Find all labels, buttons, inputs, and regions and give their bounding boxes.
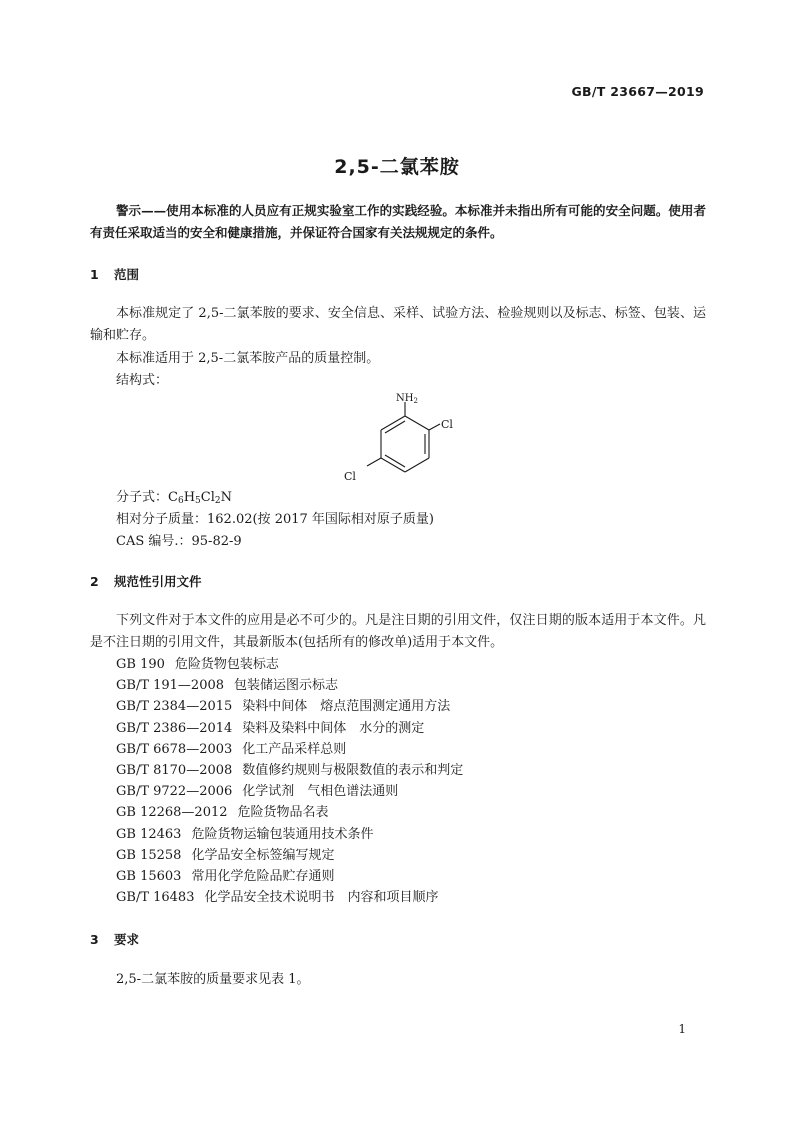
reference-title: 危险货物运输包装通用技术条件 — [191, 826, 374, 842]
section-title: 规范性引用文件 — [114, 574, 202, 589]
formula-value: $C_6H_5Cl_2N$ — [168, 490, 232, 506]
reference-title: 化工产品采样总则 — [242, 741, 347, 757]
reference-item — [116, 718, 463, 739]
section-number: 2 — [90, 574, 99, 589]
chlorine-bond-bottom — [367, 458, 381, 466]
reference-code: GB 12463 — [116, 826, 182, 842]
molecular-mass: 相对分子质量：162.02(按 2017 年国际相对原子质量) — [116, 512, 434, 527]
section-heading-references — [90, 572, 202, 590]
standard-code: GB/T 23667—2019 — [571, 84, 704, 99]
reference-item — [116, 824, 463, 845]
reference-code: GB 12268—2012 — [116, 805, 228, 821]
reference-code: GB/T 16483 — [116, 890, 195, 906]
document-title: 2,5-二氯苯胺 — [334, 156, 460, 178]
reference-title: 危险货物包装标志 — [174, 657, 279, 672]
ring-bond — [405, 458, 429, 472]
inner-double-bond — [385, 455, 405, 467]
section-number: 1 — [90, 267, 99, 282]
reference-title: 染料中间体 熔点范围测定通用方法 — [242, 699, 451, 715]
chlorine-bond-top — [429, 424, 440, 430]
requirements-paragraph: 2,5-二氯苯胺的质量要求见表 1。 — [116, 972, 310, 987]
reference-item — [116, 802, 463, 823]
reference-code: GB/T 9722—2006 — [116, 784, 233, 800]
section-number: 3 — [90, 932, 99, 947]
reference-title: 数值修约规则与极限数值的表示和判定 — [242, 762, 464, 778]
reference-code: GB/T 2384—2015 — [116, 699, 233, 715]
reference-title: 化学品安全技术说明书 内容和项目顺序 — [204, 890, 439, 906]
reference-code: GB 190 — [116, 657, 165, 672]
reference-list — [116, 654, 463, 908]
reference-title: 染料及染料中间体 水分的测定 — [242, 720, 425, 736]
section-title: 范围 — [114, 267, 140, 282]
section-heading-requirements — [90, 930, 139, 948]
cas-number: CAS 编号.：95-82-9 — [116, 534, 242, 549]
amine-label: $NH_2$ — [396, 393, 418, 405]
inner-double-bond — [385, 421, 405, 433]
formula-label: 分子式： — [116, 490, 169, 505]
reference-title: 常用化学危险品贮存通则 — [191, 868, 335, 884]
reference-title: 化学试剂 气相色谱法通则 — [242, 784, 399, 800]
benzene-ring — [367, 402, 440, 472]
reference-item — [116, 866, 463, 887]
reference-item — [116, 845, 463, 866]
page-number: 1 — [678, 1022, 686, 1036]
reference-title: 化学品安全标签编写规定 — [191, 847, 335, 863]
scope-paragraph-2: 本标准适用于 2,5-二氯苯胺产品的质量控制。 — [116, 351, 380, 366]
reference-title: 危险货物品名表 — [237, 805, 329, 821]
reference-item — [116, 887, 463, 908]
reference-item — [116, 675, 463, 696]
reference-code: GB 15603 — [116, 868, 182, 884]
reference-item — [116, 739, 463, 760]
chlorine-label-top: Cl — [441, 418, 453, 431]
reference-code: GB/T 2386—2014 — [116, 720, 233, 736]
warning-notice: 警示——使用本标准的人员应有正规实验室工作的实践经验。本标准并未指出所有可能的安全问题。使用者有责任采取适当的安全和健康措施，并保证符合国家有关法规规定的条件。 — [90, 203, 706, 240]
structural-formula-diagram — [330, 388, 480, 488]
structure-label: 结构式： — [116, 373, 169, 388]
reference-code: GB/T 191—2008 — [116, 678, 225, 694]
reference-code: GB 15258 — [116, 847, 182, 863]
molecular-formula — [116, 486, 232, 506]
scope-paragraph-1: 本标准规定了 2,5-二氯苯胺的要求、安全信息、采样、试验方法、检验规则以及标志、标签、包装、运输和贮存。 — [90, 306, 706, 343]
reference-title: 包装储运图示标志 — [234, 678, 339, 694]
ring-bond — [405, 416, 429, 430]
reference-item — [116, 696, 463, 717]
references-intro: 下列文件对于本文件的应用是必不可少的。凡是注日期的引用文件，仅注日期的版本适用于本文件。凡是不注日期的引用文件，其最新版本(包括所有的修改单)适用于本文件。 — [90, 613, 706, 650]
reference-item — [116, 760, 463, 781]
section-title: 要求 — [114, 932, 140, 947]
chlorine-label-bottom: Cl — [344, 470, 356, 483]
reference-item — [116, 654, 463, 675]
reference-item — [116, 781, 463, 802]
reference-code: GB/T 6678—2003 — [116, 741, 233, 757]
reference-code: GB/T 8170—2008 — [116, 762, 233, 778]
section-heading-scope — [90, 265, 139, 283]
